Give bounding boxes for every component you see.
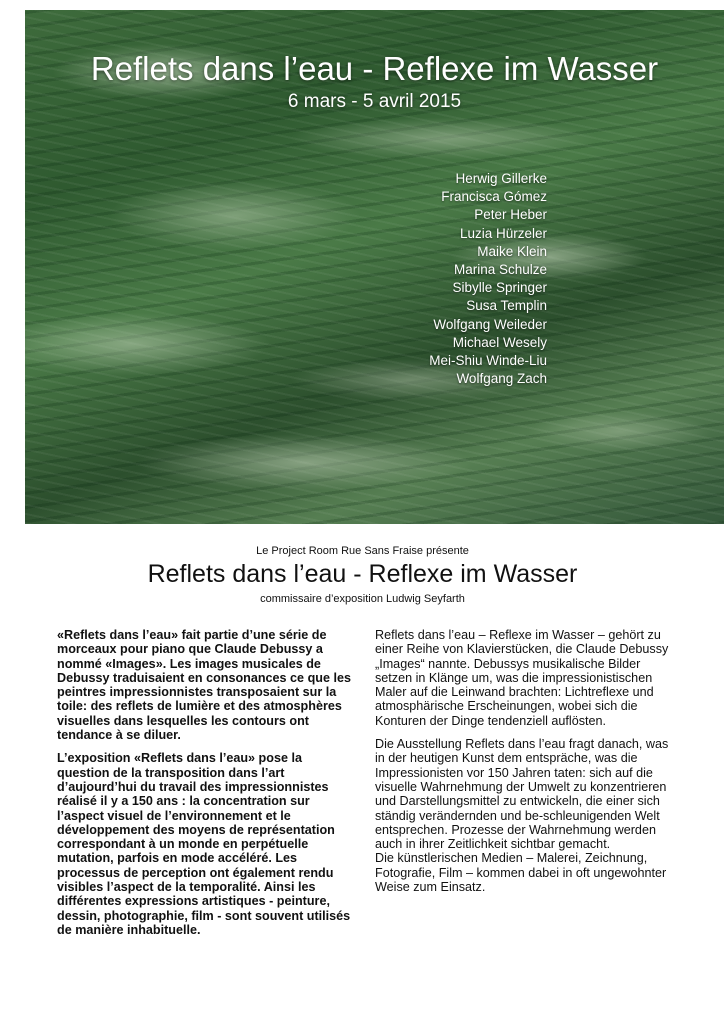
artist-list [429,170,547,388]
german-paragraph: Die künstlerischen Medien – Malerei, Zeichnung, Fotografie, Film – kommen dabei in oft ungewohnter Weise zum Einsatz. [375,851,667,895]
german-text-column [375,628,675,903]
artist-name: Mei-Shiu Winde-Liu [429,353,547,369]
exhibition-dates: 6 mars - 5 avril 2015 [287,91,462,112]
curator-line: commissaire d’exposition Ludwig Seyfarth [260,593,465,605]
artist-name: Susa Templin [466,298,547,314]
artist-name: Herwig Gillerke [455,171,547,186]
artist-name: Wolfgang Weileder [433,316,547,332]
artist-name: Wolfgang Zach [456,371,547,387]
artist-name: Peter Heber [474,207,547,223]
artist-name: Maike Klein [477,243,547,259]
german-paragraph: Die Ausstellung Reflets dans l’eau fragt danach, was in der heutigen Kunst dem entspräche, was die Impressionisten vor 150 Jahren taten: sich auf die visuelle Wahrnehmung der Umwelt zu konzentrieren und Darstellungsmittel zu entwickeln, die einer sich ständig verändernden und be-schleunigenden Welt entsprechen. Prozesse der Wahrnehmung werden auch in ihrer Zeitlichkeit sichtbar gemacht. [375,737,669,852]
artist-name: Michael Wesely [452,334,547,350]
artist-name: Marina Schulze [453,262,547,278]
hero-image [25,10,724,524]
french-paragraph: «Reflets dans l’eau» fait partie d’une série de morceaux pour piano que Claude Debussy a nommé «Images». Les images musicales de Debussy traduisaient en consonances ce que les peintres impressionnistes transposaient sur la toile: des reflets de lumière et des atmosphères visuelles dans lesquelles les contours ont tendance à se diluer. [57,628,351,743]
artist-name: Francisca Gómez [441,189,547,205]
presenter-line: Le Project Room Rue Sans Fraise présente [256,545,469,557]
hero-title: Reflets dans l’eau - Reflexe im Wasser [90,50,659,87]
german-paragraph: Reflets dans l’eau – Reflexe im Wasser – gehört zu einer Reihe von Klavierstücken, die Claude Debussy „Images“ nannte. Debussys musikalische Bilder setzen in Klänge um, was die impressionistischen Maler auf die Leinwand brachten: Lichtreflexe und atmosphärische Erscheinungen, wobei sich die Konturen der Dinge tendenziell auflösten. [375,628,669,728]
artist-name: Luzia Hürzeler [459,225,547,241]
french-paragraph: L’exposition «Reflets dans l’eau» pose la question de la transposition dans l’art d’aujourd’hui du travail des impressionnistes réalisé il y a 150 ans : la concentration sur l’aspect visuel de l’environnement et le développement des moyens de représentation correspondant à un monde en perpétuelle mutation, parfois en mode accéléré. Les processus de perception ont également rendu visibles l’aspect de la temporalité. Ainsi les différentes expressions artistiques - peinture, dessin, photographie, film - sont souvent utilisés de manière inhabituelle. [57,751,351,937]
artist-name: Sibylle Springer [452,280,547,296]
french-text-column [57,628,357,946]
main-title: Reflets dans l’eau - Reflexe im Wasser [147,560,578,588]
